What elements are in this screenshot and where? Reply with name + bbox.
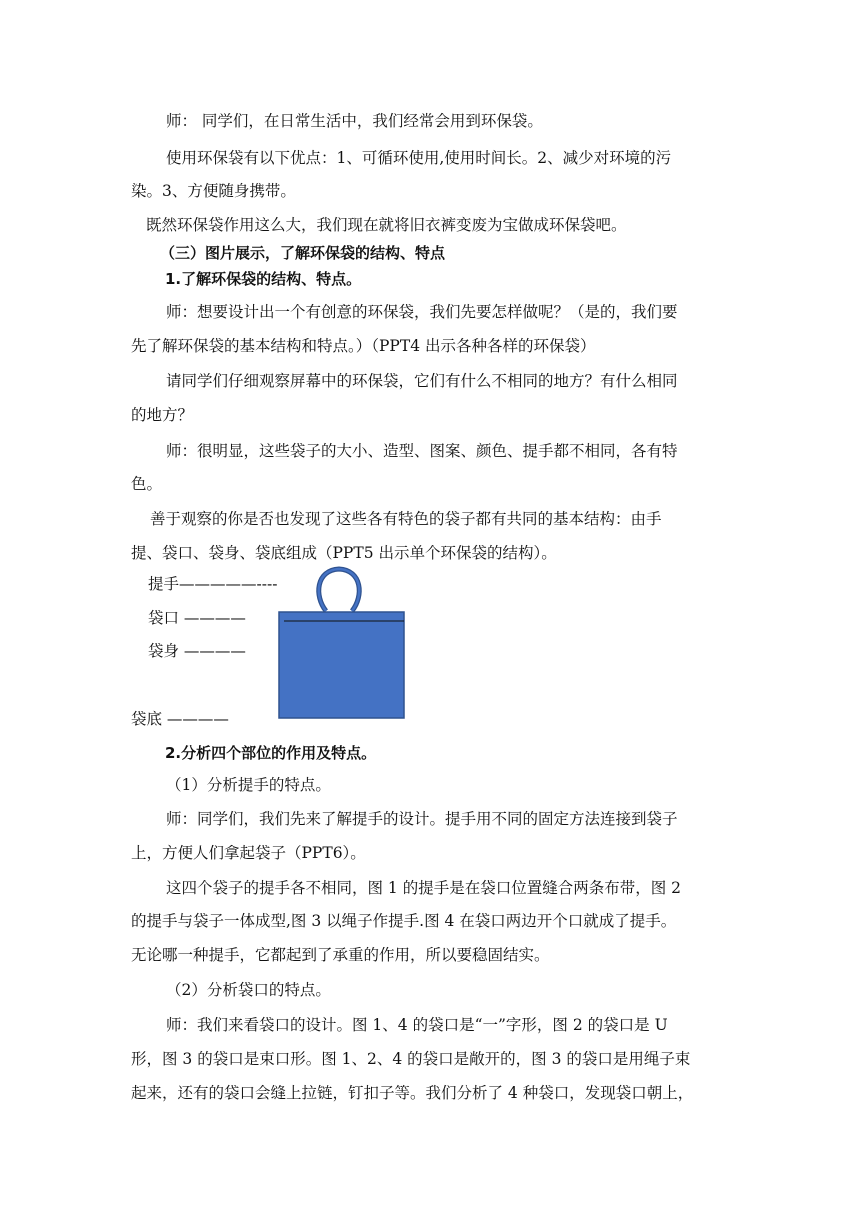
bag-diagram <box>276 566 408 720</box>
para-structure-line1: 善于观察的你是否也发现了这些各有特色的袋子都有共同的基本结构：由手 <box>150 510 662 528</box>
para-advantages-line1: 使用环保袋有以下优点：1、可循环使用,使用时间长。2、减少对环境的污 <box>166 149 672 167</box>
para-handle-detail-line1: 这四个袋子的提手各不相同，图 1 的提手是在袋口位置缝合两条布带，图 2 <box>166 879 682 897</box>
para-transition: 既然环保袋作用这么大，我们现在就将旧衣裤变废为宝做成环保袋吧。 <box>146 216 627 234</box>
para-obvious-line1: 师：很明显，这些袋子的大小、造型、图案、颜色、提手都不相同，各有特 <box>166 442 678 460</box>
para-teacher-greeting: 师： 同学们，在日常生活中，我们经常会用到环保袋。 <box>166 112 543 130</box>
para-mouth-line2: 形，图 3 的袋口是束口形。图 1、2、4 的袋口是敞开的，图 3 的袋口是用绳子束 <box>131 1050 691 1068</box>
para-handle-detail-line3: 无论哪一种提手，它都起到了承重的作用，所以要稳固结实。 <box>131 946 550 964</box>
para-obvious-line2: 色。 <box>131 475 163 493</box>
section-heading-3: （三）图片展示，了解环保袋的结构、特点 <box>160 244 446 262</box>
diagram-label-bottom: 袋底 ———— <box>131 710 229 728</box>
bag-body <box>279 612 404 718</box>
para-teacher-design-line2: 先了解环保袋的基本结构和特点。）（PPT4 出示各种各样的环保袋） <box>131 337 596 355</box>
para-structure-line2: 提、袋口、袋身、袋底组成（PPT5 出示单个环保袋的结构）。 <box>131 544 557 562</box>
diagram-label-handle: 提手—————---- <box>148 575 278 593</box>
para-mouth-title: （2）分析袋口的特点。 <box>166 981 331 999</box>
diagram-label-body: 袋身 ———— <box>148 642 246 660</box>
para-advantages-line2: 染。3、方便随身携带。 <box>131 182 296 200</box>
para-mouth-line3: 起来，还有的袋口会缝上拉链，钉扣子等。我们分析了 4 种袋口，发现袋口朝上， <box>131 1084 694 1102</box>
para-observe-line2: 的地方？ <box>131 406 194 424</box>
subheading-2: 2.分析四个部位的作用及特点。 <box>165 744 377 762</box>
diagram-label-mouth: 袋口 ———— <box>148 609 246 627</box>
para-observe-line1: 请同学们仔细观察屏幕中的环保袋，它们有什么不相同的地方？有什么相同 <box>166 372 678 390</box>
para-handle-detail-line2: 的提手与袋子一体成型,图 3 以绳子作提手.图 4 在袋口两边开个口就成了提手。 <box>131 912 677 930</box>
para-teacher-design-line1: 师：想要设计出一个有创意的环保袋，我们先要怎样做呢？（是的，我们要 <box>166 303 678 321</box>
para-mouth-line1: 师：我们来看袋口的设计。图 1、4 的袋口是“一”字形，图 2 的袋口是 U <box>166 1016 668 1034</box>
para-handle-line1: 师：同学们，我们先来了解提手的设计。提手用不同的固定方法连接到袋子 <box>166 810 678 828</box>
subheading-1: 1.了解环保袋的结构、特点。 <box>165 270 362 288</box>
para-handle-title: （1）分析提手的特点。 <box>166 776 331 794</box>
para-handle-line2: 上，方便人们拿起袋子（PPT6）。 <box>131 844 366 862</box>
